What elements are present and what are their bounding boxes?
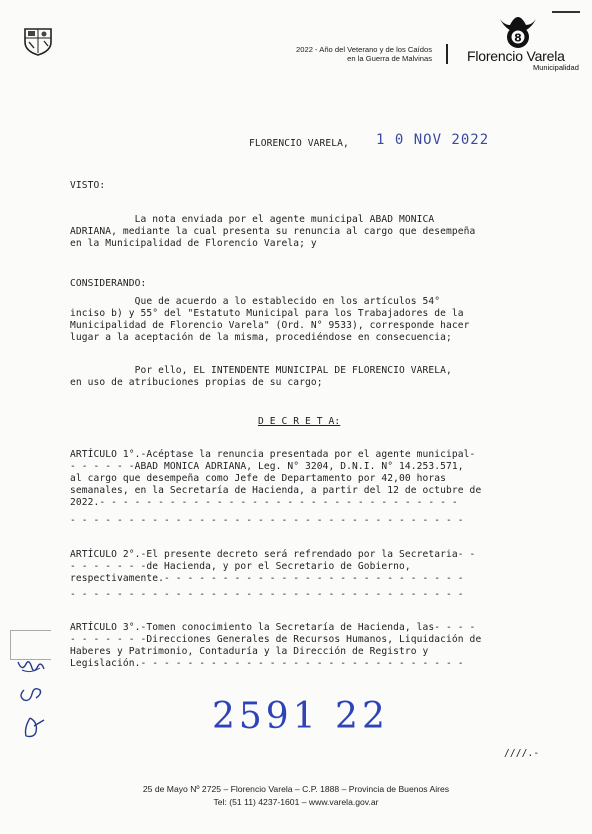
year-motto-line2: en la Guerra de Malvinas xyxy=(347,54,432,63)
text-line: 2022.- - - - - - - - - - - - - - - - - - - - - - - - - - - - - - - xyxy=(70,497,458,508)
margin-initials-signature xyxy=(12,656,52,746)
text-line: en la Municipalidad de Florencio Varela; y xyxy=(70,238,317,249)
svg-text:8: 8 xyxy=(514,31,522,45)
decree-number-stamp: 2591 22 xyxy=(212,696,389,737)
considerando-paragraph-2 xyxy=(70,365,452,389)
text-line: lugar a la aceptación de la misma, procediéndose en consecuencia; xyxy=(70,332,452,343)
text-line: Haberes y Patrimonio, Contaduría y la Dirección de Registro y xyxy=(70,646,429,657)
text-line: Municipalidad de Florencio Varela" (Ord. N° 9533), corresponde hacer xyxy=(70,320,470,331)
text-line: inciso b) y 55° del "Estatuto Municipal para los Trabajadores de la xyxy=(70,308,464,319)
text-line: semanales, en la Secretaría de Hacienda, a partir del 12 de octubre de xyxy=(70,485,482,496)
header-divider xyxy=(446,44,448,64)
text-line: - - - - - - -Direcciones Generales de Recursos Humanos, Liquidación de xyxy=(70,634,482,645)
text-line: respectivamente.- - - - - - - - - - - - - - - - - - - - - - - - - - xyxy=(70,573,464,584)
year-motto-line1: 2022 - Año del Veterano y de los Caídos xyxy=(296,45,432,54)
municipal-crest-icon xyxy=(22,26,54,56)
brand-name: Florencio Varela xyxy=(467,48,565,64)
text-line: ARTÍCULO 3°.-Tomen conocimiento la Secretaría de Hacienda, las- - - - xyxy=(70,622,476,633)
year-motto xyxy=(296,45,432,63)
date-place: FLORENCIO VARELA, xyxy=(249,138,349,149)
considerando-paragraph-1 xyxy=(70,296,470,344)
text-line: - - - - - -ABAD MONICA ADRIANA, Leg. N° 3204, D.N.I. N° 14.253.571, xyxy=(70,461,464,472)
article-1 xyxy=(70,449,481,527)
text-line: Legislación.- - - - - - - - - - - - - - - - - - - - - - - - - - - - xyxy=(70,658,464,669)
visto-paragraph xyxy=(70,214,475,250)
visto-title: VISTO: xyxy=(70,180,106,191)
text-line: en uso de atribuciones propias de su cargo; xyxy=(70,377,323,388)
text-line: Por ello, EL INTENDENTE MUNICIPAL DE FLORENCIO VARELA, xyxy=(70,365,452,376)
date-stamp: 1 0 NOV 2022 xyxy=(376,132,490,148)
municipality-logo-icon xyxy=(496,15,540,51)
text-line: ARTÍCULO 1°.-Acéptase la renuncia presentada por el agente municipal- xyxy=(70,449,476,460)
text-line: al cargo que desempeña como Jefe de Departamento por 42,00 horas xyxy=(70,473,447,484)
footer-contact: Tel: (51 11) 4237-1601 – www.varela.gov.ar xyxy=(213,797,379,807)
brand-subtitle: Municipalidad xyxy=(533,63,579,72)
text-line: - - - - - - - - - - - - - - - - - - - - - - - - - - - - - - - - - - xyxy=(70,589,464,600)
article-2 xyxy=(70,549,475,601)
considerando-title: CONSIDERANDO: xyxy=(70,278,147,289)
text-line: ADRIANA, mediante la cual presenta su renuncia al cargo que desempeña xyxy=(70,226,476,237)
text-line: ARTÍCULO 2°.-El presente decreto será refrendado por la Secretaria- - xyxy=(70,549,476,560)
text-line: Que de acuerdo a lo establecido en los artículos 54° xyxy=(70,296,441,307)
article-3 xyxy=(70,622,481,670)
decreta-heading: D E C R E T A: xyxy=(258,416,341,427)
text-line: - - - - - - -de Hacienda, y por el Secretario de Gobierno, xyxy=(70,561,411,572)
top-edge-rule xyxy=(552,11,580,13)
footer-address: 25 de Mayo Nº 2725 – Florencio Varela – C.P. 1888 – Provincia de Buenos Aires xyxy=(142,784,450,794)
text-line: - - - - - - - - - - - - - - - - - - - - - - - - - - - - - - - - - - xyxy=(70,515,464,526)
continuation-mark: ////.- xyxy=(504,748,540,759)
text-line: La nota enviada por el agente municipal ABAD MONICA xyxy=(70,214,435,225)
